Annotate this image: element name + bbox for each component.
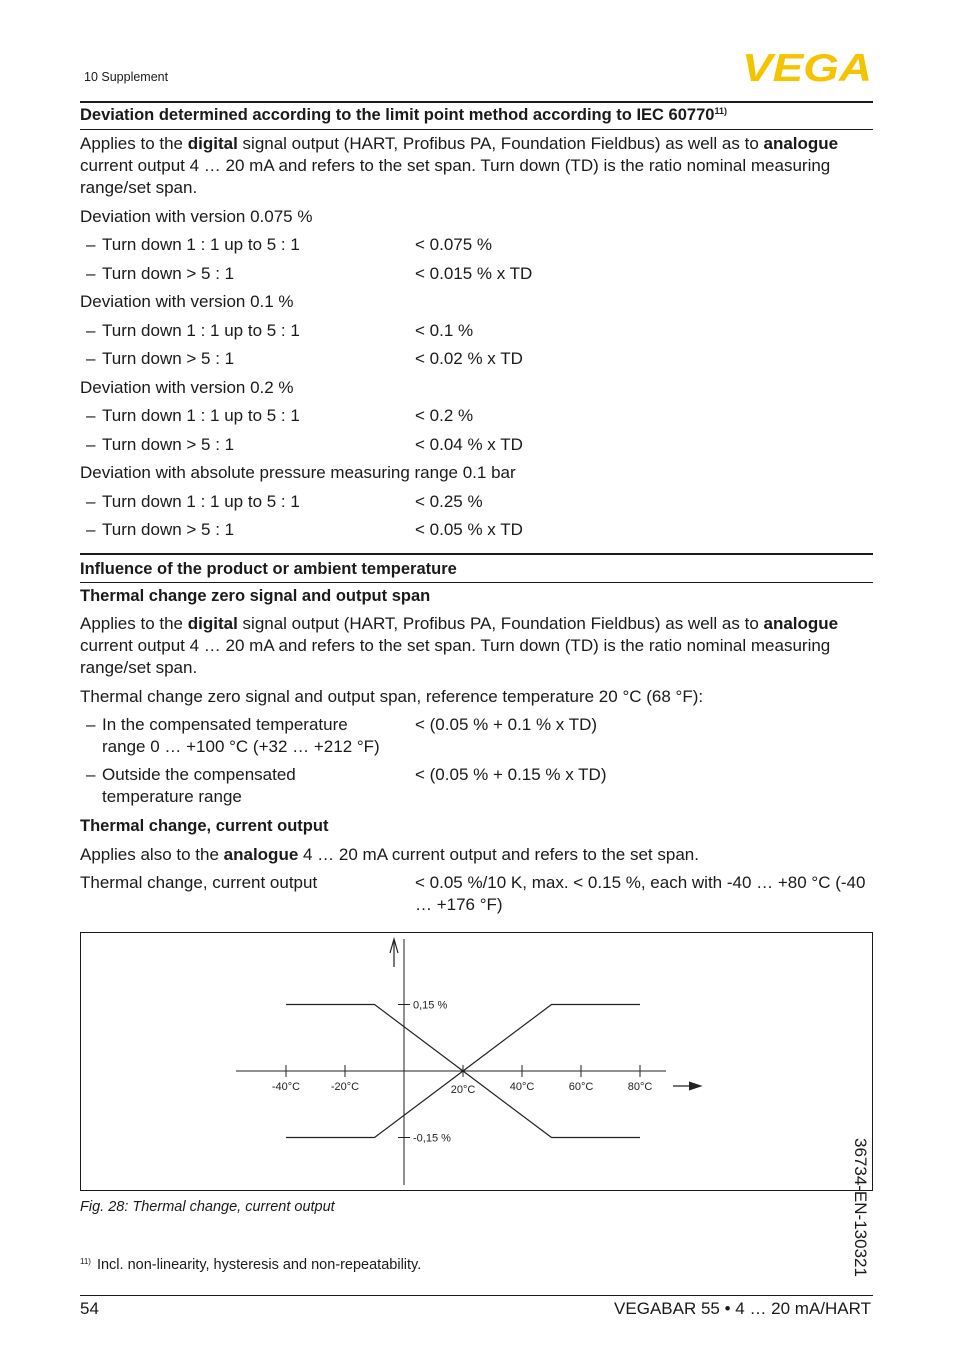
intro-paragraph: Applies to the digital signal output (HART, Profibus PA, Foundation Fieldbus) as well as to analogue current output 4 … 20 mA and refers to the set span. Turn down (TD) is the ratio nominal measuring range/set span.	[80, 614, 839, 677]
footer-rule	[80, 1295, 873, 1296]
x-tick-label: -20°C	[330, 1081, 360, 1093]
heading-rule	[80, 582, 873, 583]
analogue-paragraph: Applies also to the analogue 4 … 20 mA current output and refers to the set span.	[80, 845, 699, 864]
figure-caption: Fig. 28: Thermal change, current output	[80, 1199, 335, 1215]
section-heading-temperature: Influence of the product or ambient temperature	[80, 560, 457, 578]
group-title: Deviation with version 0.075 %	[80, 207, 313, 226]
footnote: $^{11)}$ Incl. non-linearity, hysteresis and non-repeatability.	[80, 1257, 422, 1273]
x-tick-label: -40°C	[271, 1081, 301, 1093]
heading-rule	[80, 129, 873, 130]
group-title: Deviation with version 0.2 %	[80, 378, 294, 397]
x-arrow-head	[689, 1082, 701, 1090]
section-rule	[80, 553, 873, 555]
group-title: Deviation with version 0.1 %	[80, 292, 294, 311]
reference-text: Thermal change zero signal and output span, reference temperature 20 °C (68 °F):	[80, 687, 704, 706]
svg-text:VEGA: VEGA	[742, 50, 872, 84]
subheading-current-output: Thermal change, current output	[80, 817, 329, 835]
section-heading-deviation: Deviation determined according to the limit point method according to IEC 60770$^{11)}$	[80, 106, 727, 124]
section-label: 10 Supplement	[84, 70, 169, 84]
subheading-zero-signal: Thermal change zero signal and output span	[80, 587, 431, 605]
x-tick-label: 40°C	[509, 1081, 535, 1093]
page-number: 54	[80, 1299, 99, 1318]
group-title: Deviation with absolute pressure measuring range 0.1 bar	[80, 463, 516, 482]
y-tick-label: 0,15 %	[413, 999, 448, 1012]
product-name: VEGABAR 55 • 4 … 20 mA/HART	[614, 1299, 871, 1318]
thermal-change-chart	[81, 933, 872, 1190]
y-tick-label: -0,15 %	[413, 1132, 451, 1145]
x-tick-label: 60°C	[568, 1081, 594, 1093]
vega-logo	[742, 50, 874, 84]
thermal-change-figure	[80, 932, 873, 1191]
document-id: 36734-EN-130321	[851, 1138, 870, 1277]
x-tick-label: 20°C	[450, 1084, 476, 1096]
x-tick-label: 80°C	[627, 1081, 653, 1093]
intro-paragraph: Applies to the digital signal output (HART, Profibus PA, Foundation Fieldbus) as well as to analogue current output 4 … 20 mA and refers to the set span. Turn down (TD) is the ratio nominal measuring range/set span.	[80, 134, 839, 197]
top-rule	[80, 101, 873, 103]
